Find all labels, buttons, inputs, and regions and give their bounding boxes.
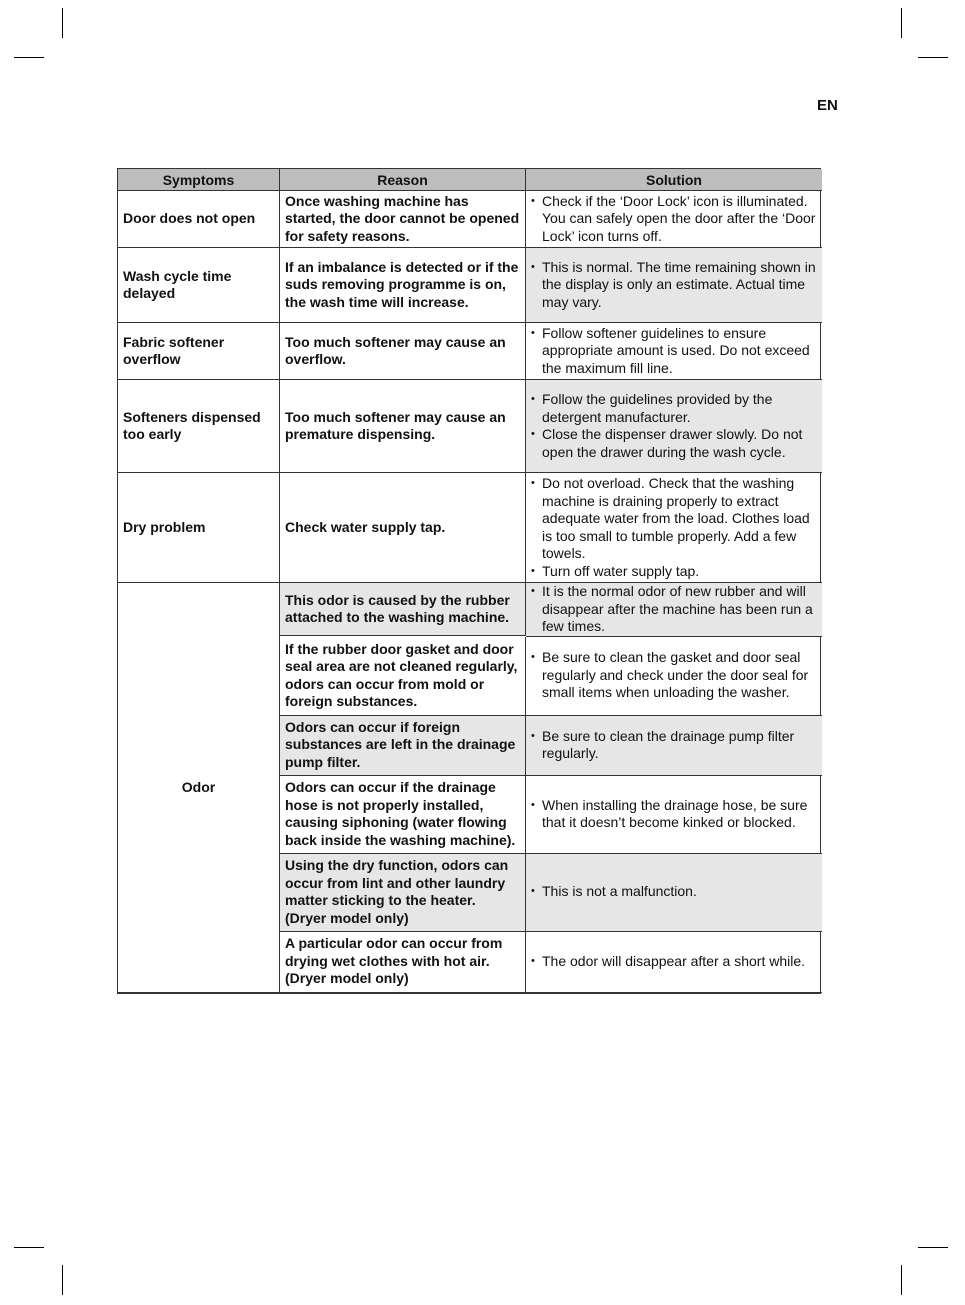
solution-cell — [526, 716, 822, 776]
language-label: EN — [817, 97, 838, 114]
reason-cell: Using the dry function, odors can occur from lint and other laundry matter sticking to the heater. (Dryer model only) — [280, 854, 526, 932]
troubleshooting-table — [117, 168, 821, 994]
crop-mark — [62, 1265, 63, 1295]
solution-item: • Turn off water supply tap. — [531, 563, 817, 581]
reason-cell: Too much softener may cause an premature dispensing. — [280, 380, 526, 473]
symptom-cell: Softeners dispensed too early — [118, 380, 280, 473]
solution-item: • Be sure to clean the gasket and door seal regularly and check under the door seal for small items when unloading the washer. — [531, 649, 817, 702]
header-reason: Reason — [280, 169, 526, 191]
crop-mark — [918, 57, 948, 58]
symptom-cell-odor: Odor — [118, 583, 280, 993]
solution-cell — [526, 932, 822, 993]
solution-cell — [526, 637, 822, 716]
reason-cell: Once washing machine has started, the door cannot be opened for safety reasons. — [280, 191, 526, 248]
solution-item: • Do not overload. Check that the washing machine is draining properly to extract adequate water from the load. Clothes load is too small to tumble properly. Add a few towels. — [531, 475, 817, 563]
solution-cell — [526, 380, 822, 473]
symptom-cell: Door does not open — [118, 191, 280, 248]
reason-cell: Check water supply tap. — [280, 473, 526, 583]
reason-cell: This odor is caused by the rubber attached to the washing machine. — [280, 583, 526, 636]
solution-item: • Be sure to clean the drainage pump filter regularly. — [531, 728, 817, 763]
crop-mark — [14, 1247, 44, 1248]
header-symptoms: Symptoms — [118, 169, 280, 191]
solution-item: • The odor will disappear after a short while. — [531, 953, 805, 971]
solution-item: • When installing the drainage hose, be sure that it doesn’t become kinked or blocked. — [531, 797, 817, 832]
solution-item: • This is not a malfunction. — [531, 883, 697, 901]
symptom-cell: Fabric softener overflow — [118, 323, 280, 380]
solution-cell — [526, 776, 822, 854]
crop-mark — [14, 57, 44, 58]
symptom-cell: Wash cycle time delayed — [118, 248, 280, 323]
header-solution: Solution — [526, 169, 822, 191]
reason-cell: Odors can occur if foreign substances are left in the drainage pump filter. — [280, 716, 526, 776]
reason-cell: Too much softener may cause an overflow. — [280, 323, 526, 380]
crop-mark — [901, 8, 902, 38]
solution-cell — [526, 854, 822, 932]
solution-cell — [526, 473, 822, 583]
reason-cell: If an imbalance is detected or if the suds removing programme is on, the wash time will increase. — [280, 248, 526, 323]
crop-mark — [901, 1265, 902, 1295]
solution-item: • It is the normal odor of new rubber and will disappear after the machine has been run a few times. — [531, 583, 817, 636]
symptom-cell: Dry problem — [118, 473, 280, 583]
solution-cell — [526, 583, 822, 637]
reason-cell: Odors can occur if the drainage hose is not properly installed, causing siphoning (water flowing back inside the washing machine). — [280, 776, 526, 854]
solution-cell — [526, 248, 822, 323]
solution-item: • Follow the guidelines provided by the detergent manufacturer. — [531, 391, 817, 426]
crop-mark — [62, 8, 63, 38]
solution-item: • Close the dispenser drawer slowly. Do not open the drawer during the wash cycle. — [531, 426, 817, 461]
solution-item: • Check if the ‘Door Lock’ icon is illuminated. You can safely open the door after the ‘Door Lock’ icon turns off. — [531, 193, 817, 246]
reason-cell: A particular odor can occur from drying wet clothes with hot air. (Dryer model only) — [280, 932, 526, 993]
solution-item: • This is normal. The time remaining shown in the display is only an estimate. Actual time may vary. — [531, 259, 817, 312]
solution-item: • Follow softener guidelines to ensure appropriate amount is used. Do not exceed the maximum fill line. — [531, 325, 817, 378]
solution-cell — [526, 323, 822, 380]
solution-cell — [526, 191, 822, 248]
reason-cell: If the rubber door gasket and door seal area are not cleaned regularly, odors can occur from mold or foreign substances. — [280, 637, 526, 716]
crop-mark — [918, 1247, 948, 1248]
